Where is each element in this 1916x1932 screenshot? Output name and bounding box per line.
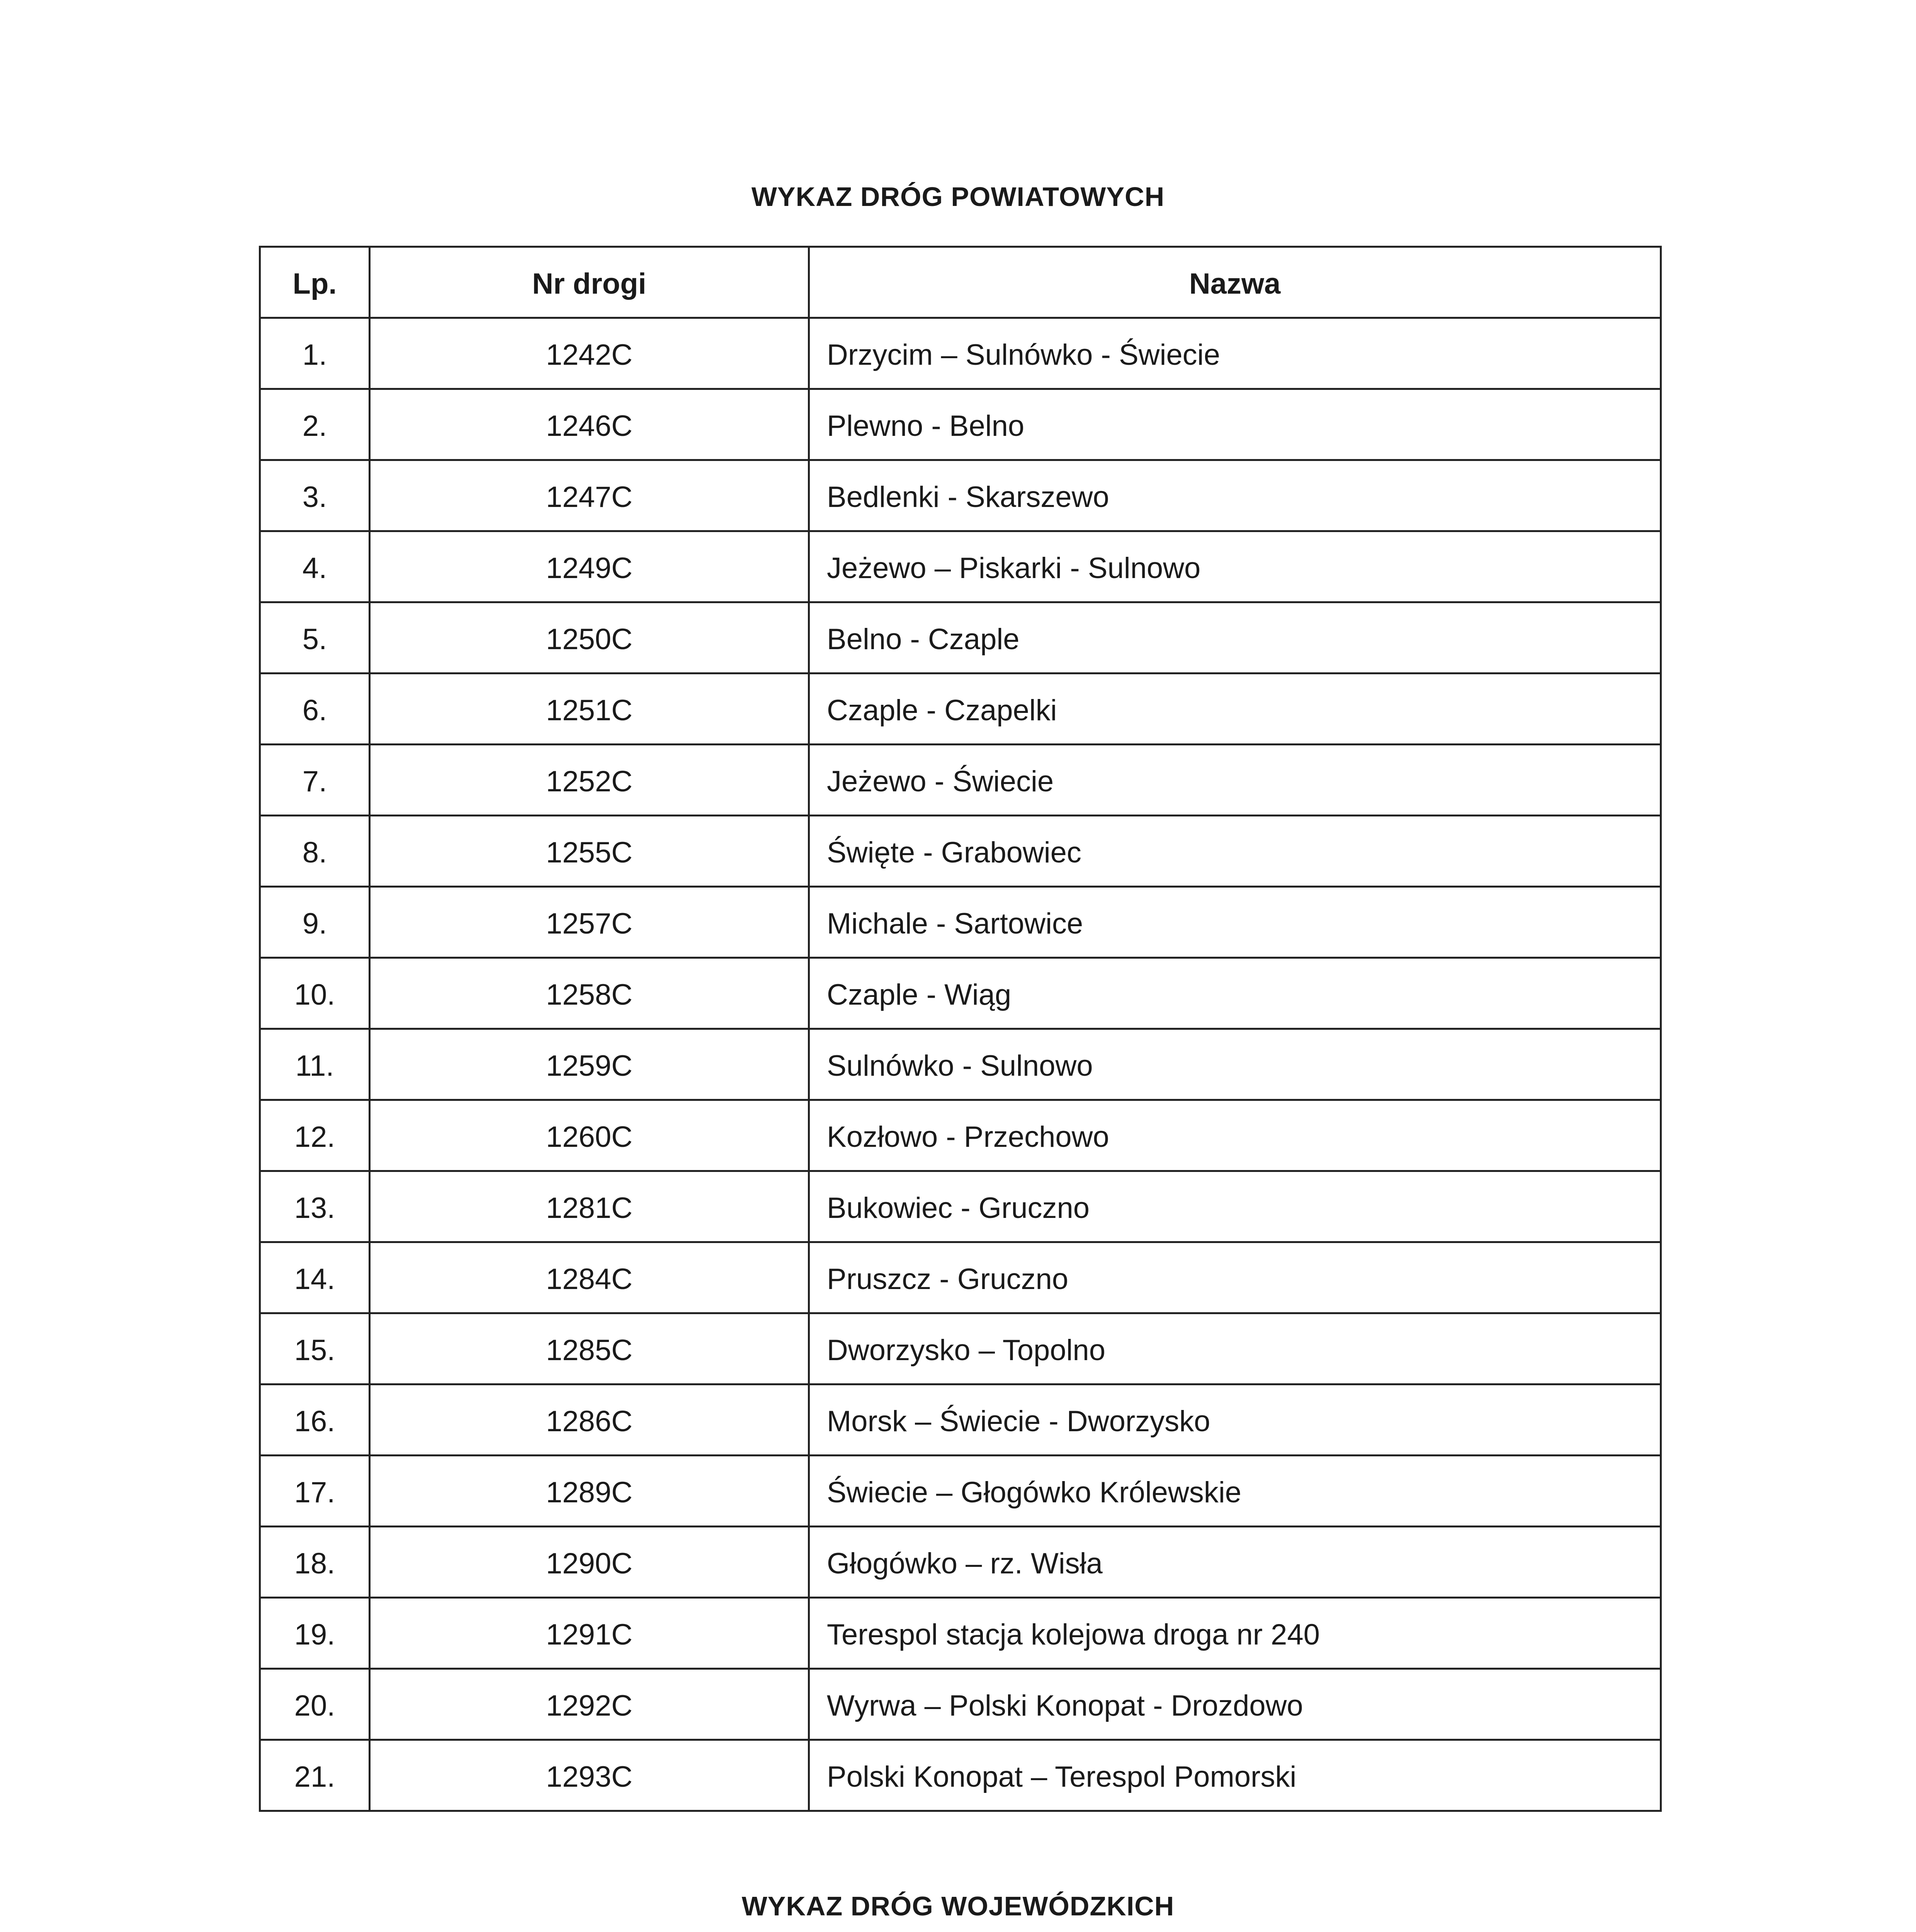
cell-lp: 11. <box>260 1029 370 1100</box>
table-row <box>260 1598 1661 1669</box>
cell-lp: 8. <box>260 816 370 887</box>
table-row <box>260 1384 1661 1456</box>
cell-nazwa: Świecie – Głogówko Królewskie <box>809 1456 1661 1527</box>
cell-nazwa: Bedlenki - Skarszewo <box>809 460 1661 531</box>
cell-nazwa: Jeżewo - Świecie <box>809 745 1661 816</box>
cell-nazwa: Dworzysko – Topolno <box>809 1313 1661 1384</box>
table-row <box>260 1171 1661 1242</box>
table-row <box>260 816 1661 887</box>
cell-lp: 15. <box>260 1313 370 1384</box>
table-row <box>260 1100 1661 1171</box>
table-row <box>260 1527 1661 1598</box>
cell-nr-drogi: 1242C <box>370 318 809 389</box>
cell-lp: 9. <box>260 887 370 958</box>
cell-nazwa: Jeżewo – Piskarki - Sulnowo <box>809 531 1661 602</box>
cell-lp: 3. <box>260 460 370 531</box>
header-nr-drogi: Nr drogi <box>370 247 809 318</box>
cell-nr-drogi: 1250C <box>370 602 809 673</box>
cell-nr-drogi: 1246C <box>370 389 809 460</box>
table-row <box>260 1313 1661 1384</box>
cell-lp: 2. <box>260 389 370 460</box>
cell-nr-drogi: 1259C <box>370 1029 809 1100</box>
cell-nazwa: Morsk – Świecie - Dworzysko <box>809 1384 1661 1456</box>
cell-nazwa: Głogówko – rz. Wisła <box>809 1527 1661 1598</box>
cell-lp: 20. <box>260 1669 370 1740</box>
cell-lp: 6. <box>260 673 370 745</box>
table-header-row <box>260 247 1661 318</box>
cell-nr-drogi: 1258C <box>370 958 809 1029</box>
header-nazwa: Nazwa <box>809 247 1661 318</box>
cell-lp: 4. <box>260 531 370 602</box>
cell-nazwa: Wyrwa – Polski Konopat - Drozdowo <box>809 1669 1661 1740</box>
table-row <box>260 318 1661 389</box>
cell-nazwa: Drzycim – Sulnówko - Świecie <box>809 318 1661 389</box>
cell-nr-drogi: 1257C <box>370 887 809 958</box>
table-row <box>260 460 1661 531</box>
table-row <box>260 958 1661 1029</box>
cell-nazwa: Pruszcz - Gruczno <box>809 1242 1661 1313</box>
cell-nazwa: Polski Konopat – Terespol Pomorski <box>809 1740 1661 1811</box>
cell-nr-drogi: 1255C <box>370 816 809 887</box>
cell-lp: 14. <box>260 1242 370 1313</box>
table-row <box>260 1242 1661 1313</box>
cell-nazwa: Plewno - Belno <box>809 389 1661 460</box>
cell-nr-drogi: 1293C <box>370 1740 809 1811</box>
table-row <box>260 531 1661 602</box>
cell-lp: 7. <box>260 745 370 816</box>
section-title-wojewodzkie: WYKAZ DRÓG WOJEWÓDZKICH <box>741 1891 1175 1921</box>
cell-lp: 21. <box>260 1740 370 1811</box>
cell-nazwa: Czaple - Wiąg <box>809 958 1661 1029</box>
cell-lp: 19. <box>260 1598 370 1669</box>
table-row <box>260 1669 1661 1740</box>
table-row <box>260 1029 1661 1100</box>
cell-lp: 1. <box>260 318 370 389</box>
cell-nazwa: Czaple - Czapelki <box>809 673 1661 745</box>
cell-nr-drogi: 1251C <box>370 673 809 745</box>
header-lp: Lp. <box>260 247 370 318</box>
cell-lp: 5. <box>260 602 370 673</box>
cell-nazwa: Michale - Sartowice <box>809 887 1661 958</box>
cell-lp: 18. <box>260 1527 370 1598</box>
cell-nr-drogi: 1249C <box>370 531 809 602</box>
table-row <box>260 602 1661 673</box>
cell-lp: 16. <box>260 1384 370 1456</box>
cell-nr-drogi: 1284C <box>370 1242 809 1313</box>
cell-nr-drogi: 1260C <box>370 1100 809 1171</box>
cell-lp: 13. <box>260 1171 370 1242</box>
cell-nr-drogi: 1289C <box>370 1456 809 1527</box>
table-row <box>260 1740 1661 1811</box>
cell-lp: 17. <box>260 1456 370 1527</box>
powiatowe-table <box>259 246 1662 1812</box>
table-row <box>260 389 1661 460</box>
cell-nr-drogi: 1285C <box>370 1313 809 1384</box>
cell-nazwa: Belno - Czaple <box>809 602 1661 673</box>
table-row <box>260 887 1661 958</box>
cell-nr-drogi: 1291C <box>370 1598 809 1669</box>
section-title-powiatowe: WYKAZ DRÓG POWIATOWYCH <box>751 182 1165 212</box>
table-row <box>260 1456 1661 1527</box>
cell-nazwa: Święte - Grabowiec <box>809 816 1661 887</box>
cell-nazwa: Sulnówko - Sulnowo <box>809 1029 1661 1100</box>
cell-nr-drogi: 1281C <box>370 1171 809 1242</box>
cell-nr-drogi: 1247C <box>370 460 809 531</box>
cell-nr-drogi: 1286C <box>370 1384 809 1456</box>
cell-nr-drogi: 1290C <box>370 1527 809 1598</box>
cell-nazwa: Kozłowo - Przechowo <box>809 1100 1661 1171</box>
table-row <box>260 745 1661 816</box>
cell-nazwa: Terespol stacja kolejowa droga nr 240 <box>809 1598 1661 1669</box>
table-row <box>260 673 1661 745</box>
cell-nr-drogi: 1252C <box>370 745 809 816</box>
cell-nr-drogi: 1292C <box>370 1669 809 1740</box>
cell-lp: 10. <box>260 958 370 1029</box>
cell-lp: 12. <box>260 1100 370 1171</box>
cell-nazwa: Bukowiec - Gruczno <box>809 1171 1661 1242</box>
